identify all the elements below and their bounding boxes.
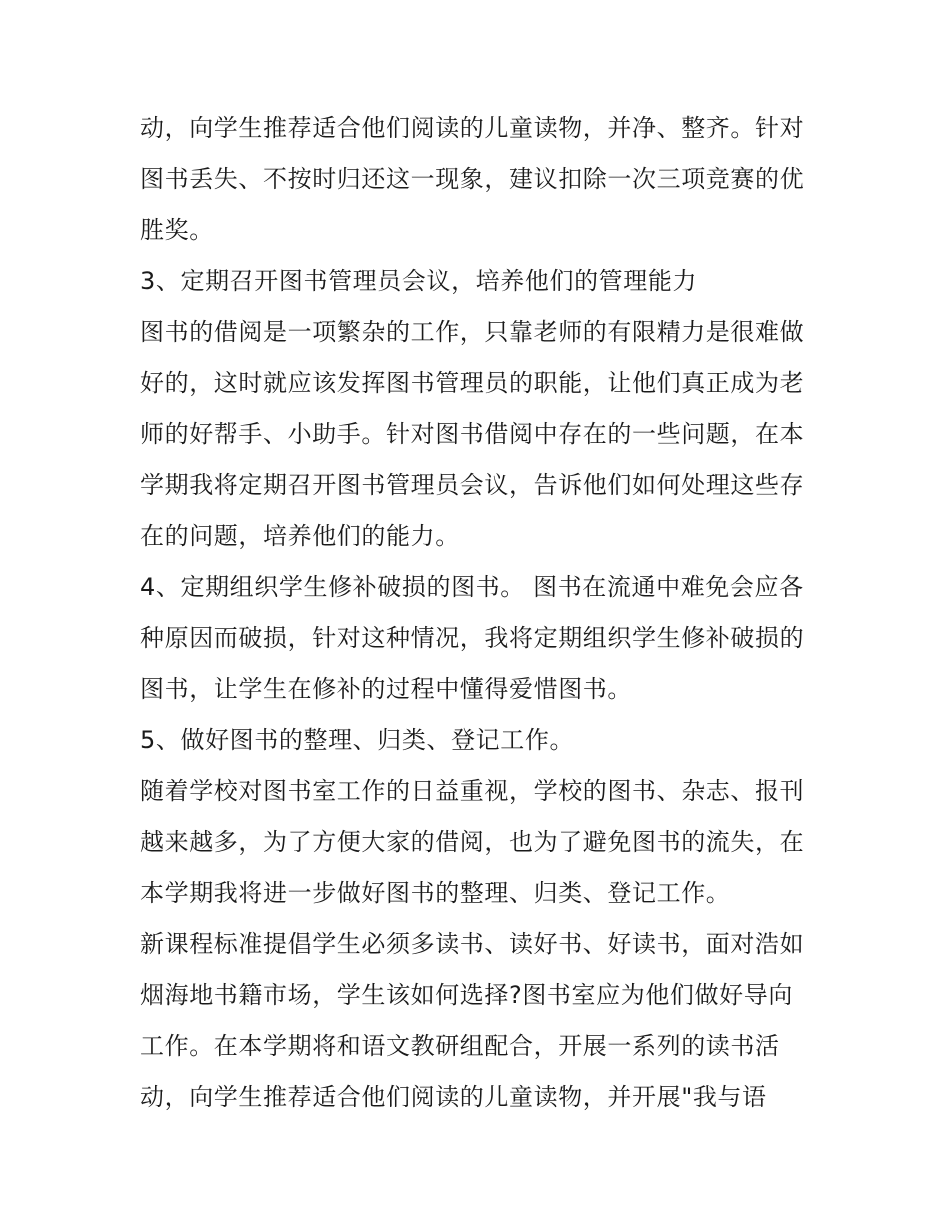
text-line: 随着学校对图书室工作的日益重视，学校的图书、杂志、报刊: [140, 777, 805, 805]
section-heading-4: 4、定期组织学生修补破损的图书。 图书在流通中难免会应各: [140, 573, 804, 601]
section-heading-5: 5、做好图书的整理、归类、登记工作。: [140, 726, 575, 754]
text-line: 图书，让学生在修补的过程中懂得爱惜图书。: [140, 675, 632, 703]
text-line: 新课程标准提倡学生必须多读书、读好书、好读书，面对浩如: [140, 930, 805, 958]
text-line: 烟海地书籍市场，学生该如何选择?图书室应为他们做好导向: [140, 981, 793, 1009]
document-body: [140, 103, 820, 1123]
text-line: 学期我将定期召开图书管理员会议，告诉他们如何处理这些存: [140, 471, 805, 499]
text-line: 胜奖。: [140, 216, 214, 244]
text-line: 动，向学生推荐适合他们阅读的儿童读物，并开展"我与语: [140, 1083, 767, 1111]
text-line: 在的问题，培养他们的能力。: [140, 522, 460, 550]
text-line: 工作。在本学期将和语文教研组配合，开展一系列的读书活: [140, 1032, 780, 1060]
text-line: 图书的借阅是一项繁杂的工作，只靠老师的有限精力是很难做: [140, 318, 805, 346]
text-line: 师的好帮手、小助手。针对图书借阅中存在的一些问题，在本: [140, 420, 805, 448]
text-line: 动，向学生推荐适合他们阅读的儿童读物，并净、整齐。针对: [140, 114, 805, 142]
section-heading-3: 3、定期召开图书管理员会议，培养他们的管理能力: [140, 267, 698, 295]
text-line: 种原因而破损，针对这种情况，我将定期组织学生修补破损的: [140, 624, 805, 652]
text-line: 好的，这时就应该发挥图书管理员的职能，让他们真正成为老: [140, 369, 805, 397]
text-line: 越来越多，为了方便大家的借阅，也为了避免图书的流失，在: [140, 828, 805, 856]
text-line: 图书丢失、不按时归还这一现象，建议扣除一次三项竞赛的优: [140, 165, 805, 193]
text-line: 本学期我将进一步做好图书的整理、归类、登记工作。: [140, 879, 731, 907]
